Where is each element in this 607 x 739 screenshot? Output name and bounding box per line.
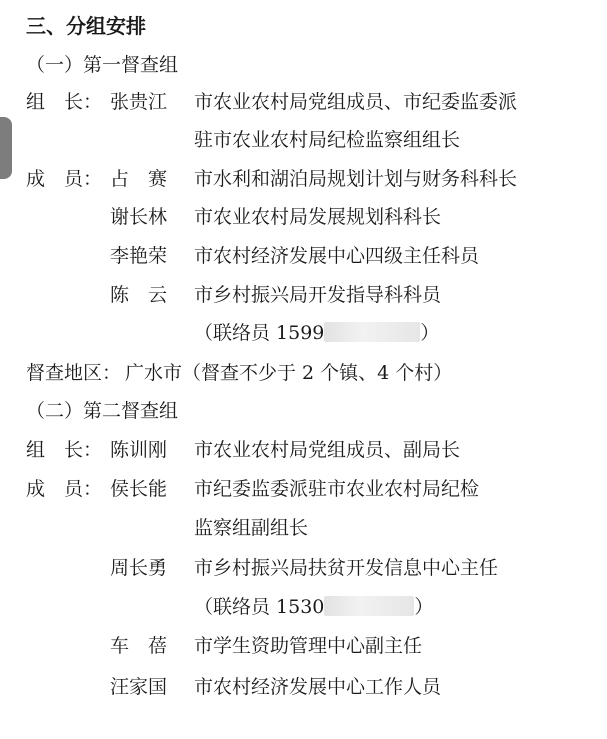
group2-title: （二）第二督查组 <box>26 400 179 422</box>
redaction-mask <box>324 596 414 616</box>
group1-member-role: 市农村经济发展中心四级主任科员 <box>194 245 480 267</box>
section-title: 三、分组安排 <box>26 14 146 38</box>
group1-leader-role-line1: 市农业农村局党组成员、市纪委监委派 <box>194 91 518 113</box>
group1-member-name: 谢长林 <box>110 206 168 228</box>
group1-member-name: 占 赛 <box>110 168 168 190</box>
group2-members-label: 成 员： <box>26 478 103 500</box>
group2-member-role: 市农村经济发展中心工作人员 <box>194 676 442 698</box>
group1-member-role: 市水利和湖泊局规划计划与财务科科长 <box>194 168 518 190</box>
group2-leader-label: 组 长： <box>26 439 103 461</box>
group1-member-name: 李艳荣 <box>110 245 168 267</box>
group1-members-label: 成 员： <box>26 168 103 190</box>
group1-contact-prefix: （联络员 1599 <box>194 322 325 344</box>
group1-leader-label: 组 长： <box>26 91 103 113</box>
group2-contact-prefix: （联络员 1530 <box>194 596 325 618</box>
group2-leader-name: 陈训刚 <box>110 439 168 461</box>
group1-title: （一）第一督查组 <box>26 54 179 76</box>
group1-member-role: 市乡村振兴局开发指导科科员 <box>194 284 442 306</box>
group2-member-role: 市学生资助管理中心副主任 <box>194 635 423 657</box>
group1-member-role: 市农业农村局发展规划科科长 <box>194 206 442 228</box>
side-scroll-tab[interactable] <box>0 117 12 179</box>
group2-member-role-line2: 监察组副组长 <box>194 517 309 539</box>
group1-member-name: 陈 云 <box>110 284 168 306</box>
group2-member-name: 车 蓓 <box>110 635 168 657</box>
group2-member-role: 市乡村振兴局扶贫开发信息中心主任 <box>194 557 499 579</box>
group2-contact <box>194 595 433 619</box>
group1-area-value: 广水市（督查不少于 2 个镇、4 个村） <box>125 362 453 384</box>
group1-contact-suffix: ） <box>420 322 440 344</box>
group1-leader-role-line2: 驻市农业农村局纪检监察组组长 <box>194 129 461 151</box>
group1-leader-name: 张贵江 <box>110 91 168 113</box>
group2-leader-role: 市农业农村局党组成员、副局长 <box>194 439 461 461</box>
group2-contact-suffix: ） <box>414 596 434 618</box>
group2-member-name: 侯长能 <box>110 478 168 500</box>
group2-member-name: 周长勇 <box>110 557 168 579</box>
redaction-mask <box>324 322 420 342</box>
group1-contact <box>194 321 439 345</box>
group2-member-name: 汪家国 <box>110 676 168 698</box>
group2-member-role-line1: 市纪委监委派驻市农业农村局纪检 <box>194 478 480 500</box>
group1-area-label: 督查地区： <box>26 362 122 384</box>
